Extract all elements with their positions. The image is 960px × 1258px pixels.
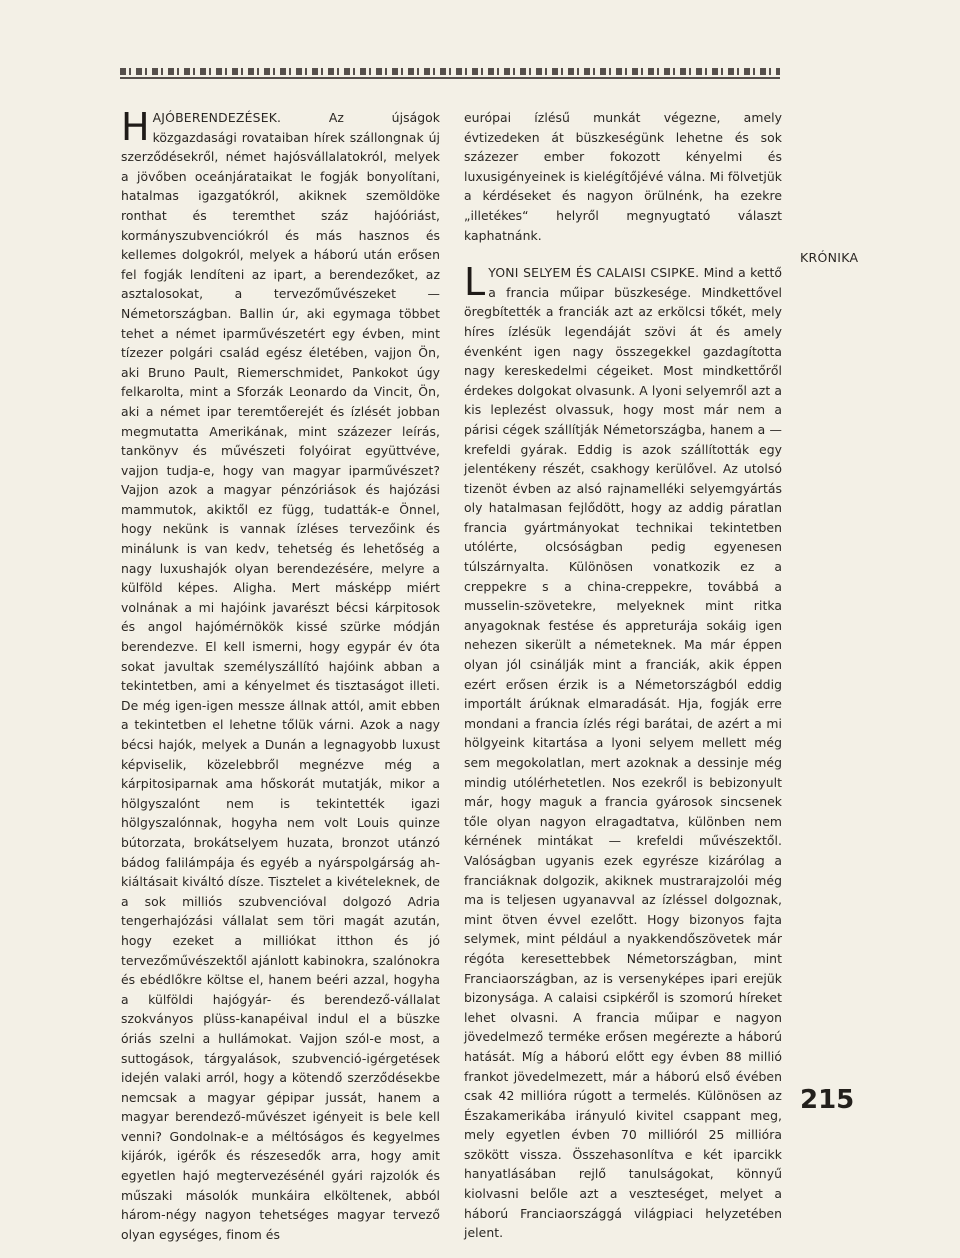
section-label: KRÓNIKA bbox=[800, 250, 859, 265]
article-body: Az újságok közgazdasági rovataiban hírek szállongnak új szerződésekről, német hajósvállalatokról, melyek a jövőben oceánjárataikat le fogják bonyolítani, hatalmas igazgatókról, akiknek szemöldöke ronthat és teremthet száz hajóóriást, kormányszubvenciókról és más hasznos és kellemes dolgokról, melyek a háború után erősen fel fogják lendíteni az ipart, a berendezőket, az asztalosokat, a tervezőművészeket — Németországban. Ballin úr, aki egymaga többet tehet a német iparművészetért egy évben, mint tízezer polgári család egész életében, vajjon Ön, aki Bruno Pault, Riemerschmidet, Pankokot úgy felkarolta, mint a Sforzák Leonardo da Vincit, Ön, aki a német ipar teremtőerejét és ízlését jobban megmutatta Amerikának, mint százezer leírás, tankönyv és művészeti folyóirat együttvéve, vajjon tudja-e, hogy van magyar iparművészet? Vajjon azok a magyar pénzóriások és hajózási mammutok, akiktől ez függ, tudatták-e Önnel, hogy nekünk is vannak ízléses tervezőink és minálunk is van kedv, tehetség és lehetőség a nagy luxushajók olyan berendezésére, melyre a külföld képes. Aligha. Mert másképp miért volnának a mi hajóink javarészt bécsi kárpitosok és angol hajómérnökök kissé szürke módján berendezve. El kell ismerni, hogy egypár év óta sokat javultak személyszállító hajóink abban a tekintetben, ami a kényelmet és tisztaságot illeti. De még igen-igen messze állnak attól, amit ebben a tekintetben el lehetne tőlük várni. Azok a nagy bécsi hajók, melyek a Dunán a legnagyobb luxust képviselik, közelebbről megnézve még a kárpitosiparnak ama hőskorát mutatják, mikor a hölgyszalónt nem is tekintették igazi hölgyszalónnak, hogyha nem volt Louis quinze bútorzata, brokátselyem huzata, bronzot utánzó bádog falilámpája és egyéb a nyárspolgárság ah-kiáltásait kiváltó dísze. Tisztelet a kivételeknek, de a sok milliós szubvencióval dolgozó Adria tengerhajózási vállalat sem töri magát azután, hogy ezeket a milliókat itthon és jó tervezőművészektől ajánlott kabinokra, szalónokra és ebédlőkre költse el, hanem beéri azzal, hogyha a külföldi hajógyár- és berendező-vállalat szokványos plüss-kanapéival indul el a büszke óriás szelni a hullámokat. Vajjon szól-e most, a suttogások, tárgyalások, szubvenció-igérgetések idején valaki arról, hogy a kötendő szerződésekbe nemcsak a magyar gépipar jussát, hanem a magyar berendező-művészet igényeit is bele kell venni? Gondolnak-e a méltóságos és kegyelmes kijárók, igérők és részesedők arra, hogy amit egyetlen hajó megtervezésénél gyári rajzolók és műszaki másolók munkáira elköltenek, abból három-négy nagyon tehetséges magyar tervező olyan egységes, finom és bbox=[121, 110, 440, 1242]
page-number: 215 bbox=[800, 1085, 855, 1115]
left-column bbox=[121, 105, 440, 1244]
right-column bbox=[464, 108, 782, 1243]
article-headline-2: YONI SELYEM ÉS CALAISI CSIPKE. bbox=[488, 265, 700, 281]
article-body-2: Mind a kettő a francia műipar büszkesége. Mindkettővel öregbítették a franciák azt az erkölcsi tőkét, mely híres ízlésük legendáját szövi át és amely évenként igen nagy összegekkel gazdagította nagy kereskedelmi cégeiket. Most mindkettőről érdekes dolgokat olvasunk. A lyoni selyemről azt a kis leplezést olvassuk, hogy most már nem a párisi cégek szállítják Németországba, hanem a — krefeldi gyárak. Eddig is azok szállították egy jelentékeny részét, csakhogy kerülővel. Az utolsó tizenöt évben az alsó rajnamelléki selyemgyártás oly hatalmasan fejlődött, hogy az addig páratlan francia gyártmányokat technikai tekintetben utólérte, olcsóságban pedig egyenesen túlszárnyalta. Különösen vonatkozik ez a creppekre s a china-creppekre, továbbá a musselin-szövetekre, melyeknek mint ritka anyagoknak festése és appreturája sokáig igen nehezen sikerült a németeknek. Ma már éppen olyan jól csinálják mint a franciák, akik éppen ezért erősen érzik is a Németországból eddig importált árúknak elmaradását. Hja, fogják erre mondani a francia ízlés régi barátai, de azért a mi hölgyeink kitartása a lyoni selyem mellett még sem megokolatlan, mert azoknak a dessinje még mindig utólérhetetlen. Nos ezekről is bebizonyult már, hogy maguk a francia gyárosok sincsenek tőle olyan nagyon elragadtatva, különben nem kérnének mintákat — krefeldi művészektől. Valóságban ugyanis ezek egyrésze kizárólag a franciáknak dolgozik, akiknek mustrarajzolói még ma is teljesen ugyanavval az ízléssel dolgoznak, mint ötven évvel ezelőtt. Hogy bizonyos fajta selymek, mint például a nyakkendőszövetek már régóta keresettebbek Németországban, mint Franciaországban, az is versenyképes ipari erejük bizonysága. A calaisi csipkéről is szomorú híreket lehet olvasni. A francia műipar e nagyon jövedelmező terméke erősen megérezte a háború hatását. Míg a háború előtt egy évben 88 millió frankot jövedelmezett, már a háború első évében csak 42 millióra rúgott a termelés. Különösen az Északamerikába irányuló kivitel csappant meg, mely egyetlen évben 70 millióról 25 millióra szökött vissza. Összehasonlítva e két iparcikk hanyatlásában rejlő tanulságokat, könnyű kiolvasni belőle azt a veszteséget, melyet a háború Franciaországgá világpiaci helyzetében jelent. bbox=[464, 265, 782, 1241]
dropcap-l: L bbox=[464, 260, 486, 305]
dropcap-h: H bbox=[121, 105, 150, 149]
article-continuation: európai ízlésű munkát végezne, amely évtizedeken át büszkeségünk lehetne és sok százezer ember fokozott kényelmi és luxusigényeinek is kielégítőjévé válna. Mi fölvetjük a kérdéseket és nagyon örülnénk, ha ezekre „illetékes“ helyről megnyugtató választ kaphatnánk. bbox=[464, 110, 782, 243]
decorative-border bbox=[120, 68, 780, 80]
article-lyoni-selyem bbox=[464, 260, 782, 1243]
article-hajoberendezesek bbox=[121, 105, 440, 1244]
article-headline: AJÓBERENDEZÉSEK. bbox=[152, 110, 282, 125]
